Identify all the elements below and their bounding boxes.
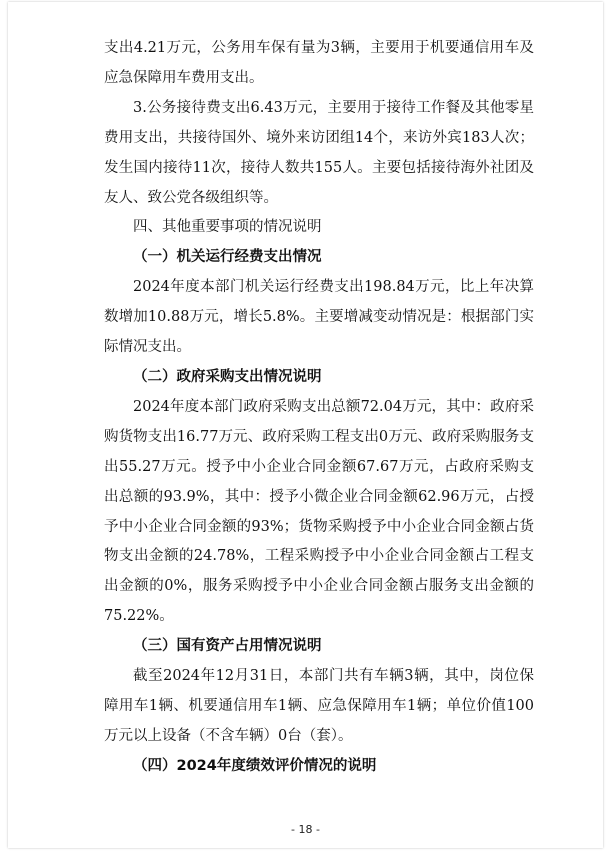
paragraph-vehicle-expense: 支出4.21万元，公务用车保有量为3辆，主要用于机要通信用车及应急保障用车费用支出。 [104,40,534,86]
section-heading-other-matters: 四、其他重要事项的情况说明 [133,219,322,236]
subheading-procurement: （二）政府采购支出情况说明 [133,368,322,385]
paragraph-procurement: 2024年度本部门政府采购支出总额72.04万元，其中：政府采购货物支出16.77万元、政府采购工程支出0万元、政府采购服务支出55.27万元。授予中小企业合同金额67.67万元，占政府采购支出总额的93.9%，其中：授予小微企业合同金额62.96万元，占授予中小企业合同金额的93%；货物采购授予中小企业合同金额占货物支出金额的24.78%，工程采购授予中小企业合同金额占工程支出金额的0%，服务采购授予中小企业合同金额占服务支出金额的75.22%。 [104,398,534,625]
page-content [104,34,534,782]
subheading-performance-evaluation: （四）2024年度绩效评价情况的说明 [133,757,377,774]
subheading-operating-expense: （一）机关运行经费支出情况 [133,249,322,266]
page-number: - 18 - [291,823,320,836]
paragraph-operating-expense: 2024年度本部门机关运行经费支出198.84万元，比上年决算数增加10.88万元，增长5.8%。主要增减变动情况是：根据部门实际情况支出。 [104,279,534,356]
document-page [8,2,603,848]
subheading-state-assets: （三）国有资产占用情况说明 [133,638,322,655]
paragraph-reception-expense: 3.公务接待费支出6.43万元，主要用于接待工作餐及其他零星费用支出，共接待国外、境外来访团组14个，来访外宾183人次；发生国内接待11次，接待人数共155人。主要包括接待海外社团及友人、致公党各级组织等。 [104,99,534,206]
paragraph-state-assets: 截至2024年12月31日，本部门共有车辆3辆，其中，岗位保障用车1辆、机要通信用车1辆、应急保障用车1辆；单位价值100万元以上设备（不含车辆）0台（套）。 [104,668,534,744]
